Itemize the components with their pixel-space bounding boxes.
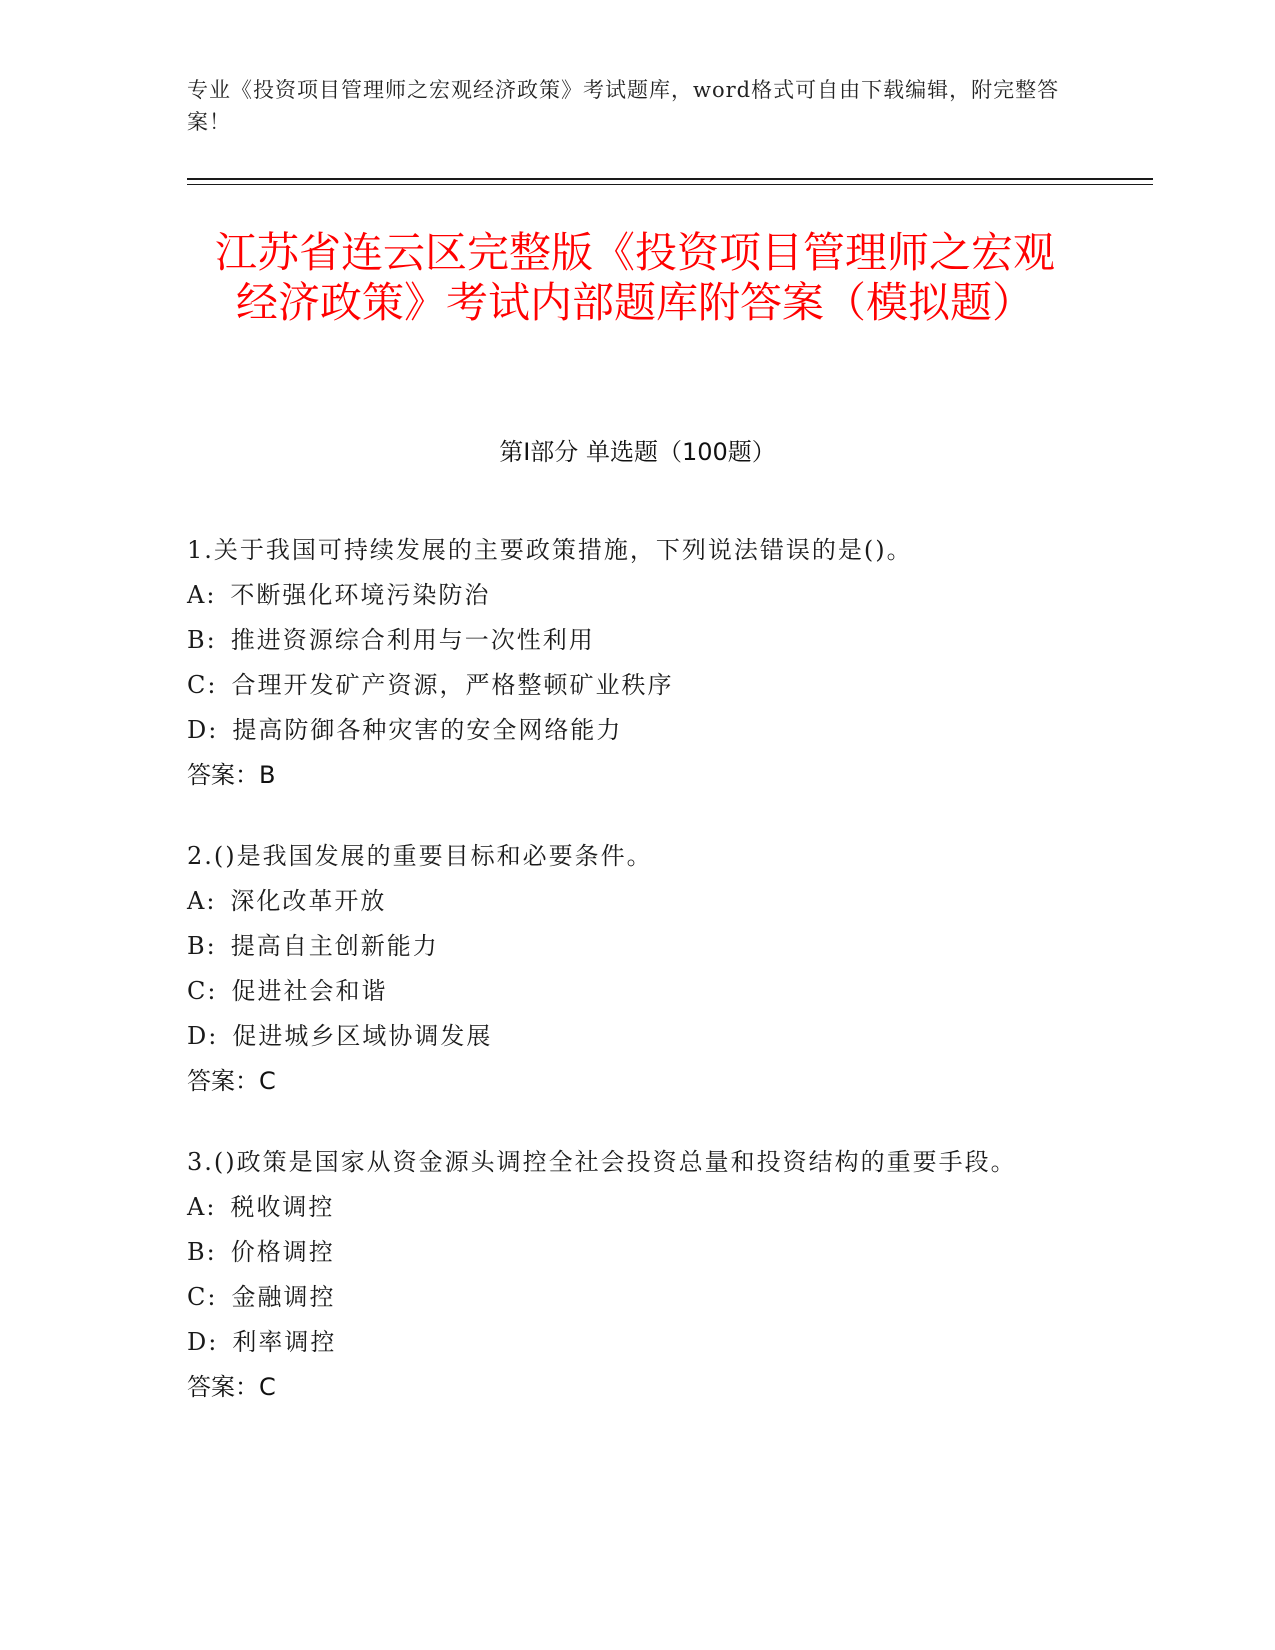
option-text: 促进社会和谐 bbox=[231, 977, 388, 1005]
option-b bbox=[187, 1230, 1067, 1275]
option-c bbox=[187, 1275, 1067, 1320]
question-stem: 1.关于我国可持续发展的主要政策措施，下列说法错误的是()。 bbox=[187, 536, 913, 564]
option-b bbox=[187, 618, 1067, 663]
question-item bbox=[187, 1140, 1067, 1410]
header-divider-thick bbox=[187, 178, 1153, 180]
option-b bbox=[187, 924, 1067, 969]
option-key: A: bbox=[187, 887, 217, 915]
option-key: B: bbox=[187, 626, 217, 654]
option-key: D: bbox=[187, 716, 219, 744]
option-key: C: bbox=[187, 1283, 218, 1311]
option-a bbox=[187, 1185, 1067, 1230]
option-text: 金融调控 bbox=[231, 1283, 336, 1311]
header-note: 专业《投资项目管理师之宏观经济政策》考试题库，word格式可自由下载编辑，附完整答案！ bbox=[187, 78, 1060, 134]
section-title: 第Ⅰ部分 单选题（100题） bbox=[499, 438, 776, 466]
question-stem: 2.()是我国发展的重要目标和必要条件。 bbox=[187, 842, 653, 870]
option-key: B: bbox=[187, 932, 217, 960]
option-c bbox=[187, 969, 1067, 1014]
option-text: 利率调控 bbox=[232, 1328, 337, 1356]
option-a bbox=[187, 879, 1067, 924]
answer: 答案：B bbox=[187, 761, 276, 789]
document-title: 江苏省连云区完整版《投资项目管理师之宏观经济政策》考试内部题库附答案（模拟题） bbox=[214, 228, 1055, 327]
option-text: 促进城乡区域协调发展 bbox=[232, 1022, 493, 1050]
option-text: 价格调控 bbox=[230, 1238, 335, 1266]
option-text: 提高防御各种灾害的安全网络能力 bbox=[232, 716, 623, 744]
option-d bbox=[187, 1320, 1067, 1365]
header-divider-thin bbox=[187, 184, 1153, 185]
option-text: 推进资源综合利用与一次性利用 bbox=[230, 626, 595, 654]
option-c bbox=[187, 663, 1067, 708]
question-item bbox=[187, 834, 1067, 1104]
answer: 答案：C bbox=[187, 1067, 276, 1095]
option-key: B: bbox=[187, 1238, 217, 1266]
option-key: A: bbox=[187, 581, 217, 609]
option-a bbox=[187, 573, 1067, 618]
option-key: A: bbox=[187, 1193, 217, 1221]
option-key: C: bbox=[187, 671, 218, 699]
option-text: 税收调控 bbox=[230, 1193, 335, 1221]
question-list bbox=[187, 528, 1067, 1446]
option-text: 深化改革开放 bbox=[230, 887, 387, 915]
answer: 答案：C bbox=[187, 1373, 276, 1401]
question-stem: 3.()政策是国家从资金源头调控全社会投资总量和投资结构的重要手段。 bbox=[187, 1148, 1017, 1176]
option-text: 合理开发矿产资源，严格整顿矿业秩序 bbox=[231, 671, 674, 699]
option-key: C: bbox=[187, 977, 218, 1005]
option-key: D: bbox=[187, 1328, 219, 1356]
question-item bbox=[187, 528, 1067, 798]
option-key: D: bbox=[187, 1022, 219, 1050]
option-d bbox=[187, 1014, 1067, 1059]
option-text: 提高自主创新能力 bbox=[230, 932, 439, 960]
option-text: 不断强化环境污染防治 bbox=[230, 581, 491, 609]
option-d bbox=[187, 708, 1067, 753]
